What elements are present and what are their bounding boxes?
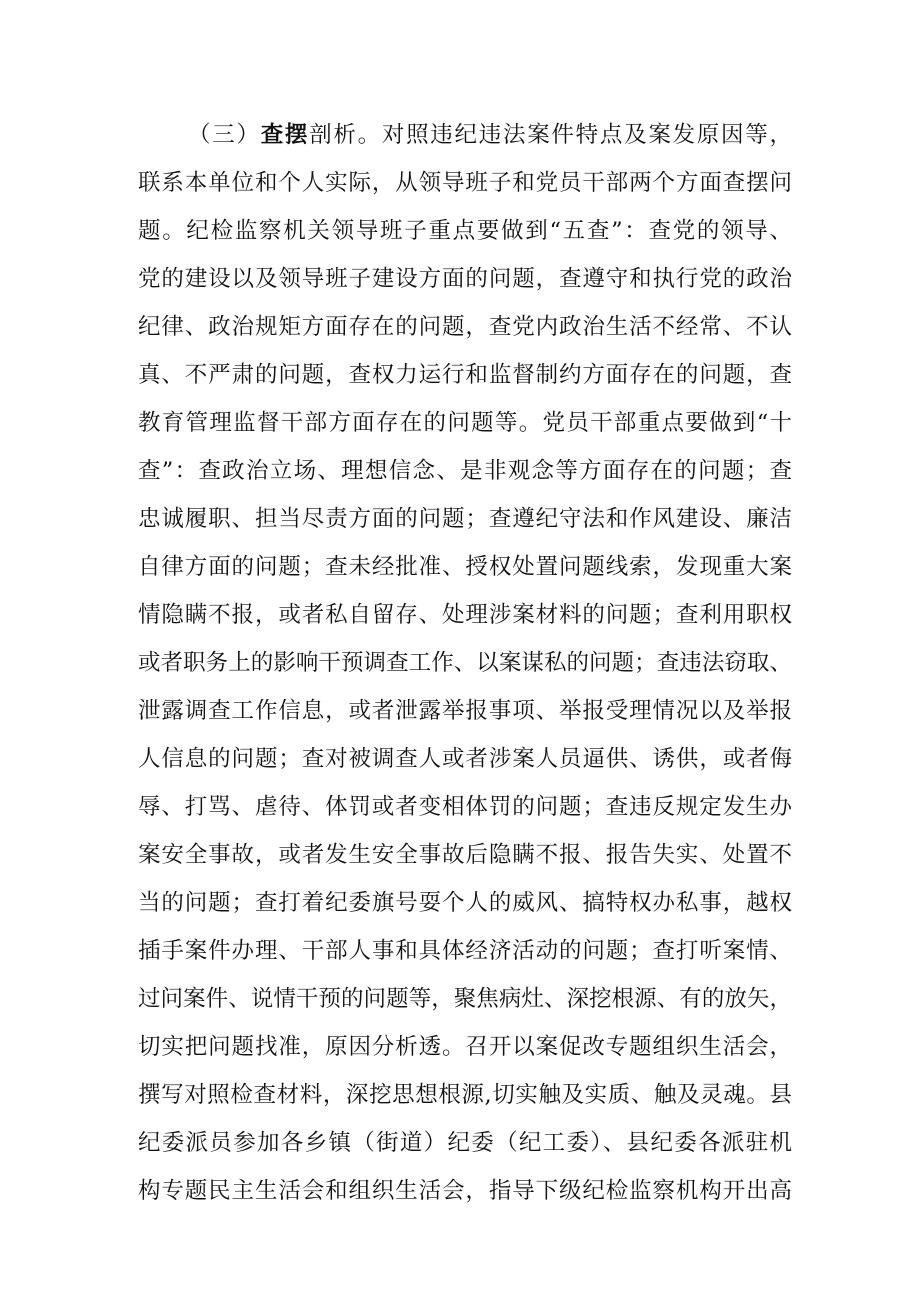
paragraph-line-11: 情隐瞒不报，或者私自留存、处理涉案材料的问题；查利用职权 <box>138 602 792 628</box>
paragraph-line-7: 教育管理监督干部方面存在的问题等。党员干部重点要做到“十 <box>138 410 792 436</box>
paragraph-line-3: 题。纪检监察机关领导班子重点要做到“五查”：查党的领导、 <box>138 218 792 244</box>
line-text: 剖析。对照违纪违法案件特点及案发原因等， <box>309 122 792 148</box>
paragraph-line-16: 案安全事故，或者发生安全事故后隐瞒不报、报告失实、处置不 <box>138 842 792 868</box>
paragraph-line-23: 构专题民主生活会和组织生活会，指导下级纪检监察机构开出高 <box>138 1178 792 1204</box>
paragraph-line-14: 人信息的问题；查对被调查人或者涉案人员逼供、诱供，或者侮 <box>138 746 792 772</box>
paragraph-line-17: 当的问题；查打着纪委旗号耍个人的威风、搞特权办私事，越权 <box>138 890 792 916</box>
paragraph-line-6: 真、不严肃的问题，查权力运行和监督制约方面存在的问题，查 <box>138 362 792 388</box>
paragraph-line-9: 忠诚履职、担当尽责方面的问题；查遵纪守法和作风建设、廉洁 <box>138 506 792 532</box>
paragraph-line-13: 泄露调查工作信息，或者泄露举报事项、举报受理情况以及举报 <box>138 698 792 724</box>
section-marker: （三） <box>188 122 261 148</box>
paragraph-line-19: 过问案件、说情干预的问题等，聚焦病灶、深挖根源、有的放矢， <box>138 986 792 1012</box>
paragraph-line-8: 查”：查政治立场、理想信念、是非观念等方面存在的问题；查 <box>138 458 792 484</box>
paragraph-line-15: 辱、打骂、虐待、体罚或者变相体罚的问题；查违反规定发生办 <box>138 794 792 820</box>
paragraph-line-10: 自律方面的问题；查未经批准、授权处置问题线索，发现重大案 <box>138 554 792 580</box>
paragraph-line-20: 切实把问题找准，原因分析透。召开以案促改专题组织生活会， <box>138 1034 792 1060</box>
paragraph-line-22: 纪委派员参加各乡镇（街道）纪委（纪工委）、县纪委各派驻机 <box>138 1130 792 1156</box>
paragraph-line-1 <box>188 120 792 150</box>
paragraph-line-18: 插手案件办理、干部人事和具体经济活动的问题；查打听案情、 <box>138 938 792 964</box>
paragraph-line-2: 联系本单位和个人实际，从领导班子和党员干部两个方面查摆问 <box>138 170 792 196</box>
section-heading: 查摆 <box>260 122 310 148</box>
paragraph-line-21: 撰写对照检查材料，深挖思想根源,切实触及实质、触及灵魂。县 <box>138 1082 792 1108</box>
paragraph-line-12: 或者职务上的影响干预调查工作、以案谋私的问题；查违法窃取、 <box>138 650 792 676</box>
paragraph-line-5: 纪律、政治规矩方面存在的问题，查党内政治生活不经常、不认 <box>138 314 792 340</box>
paragraph-line-4: 党的建设以及领导班子建设方面的问题，查遵守和执行党的政治 <box>138 266 792 292</box>
